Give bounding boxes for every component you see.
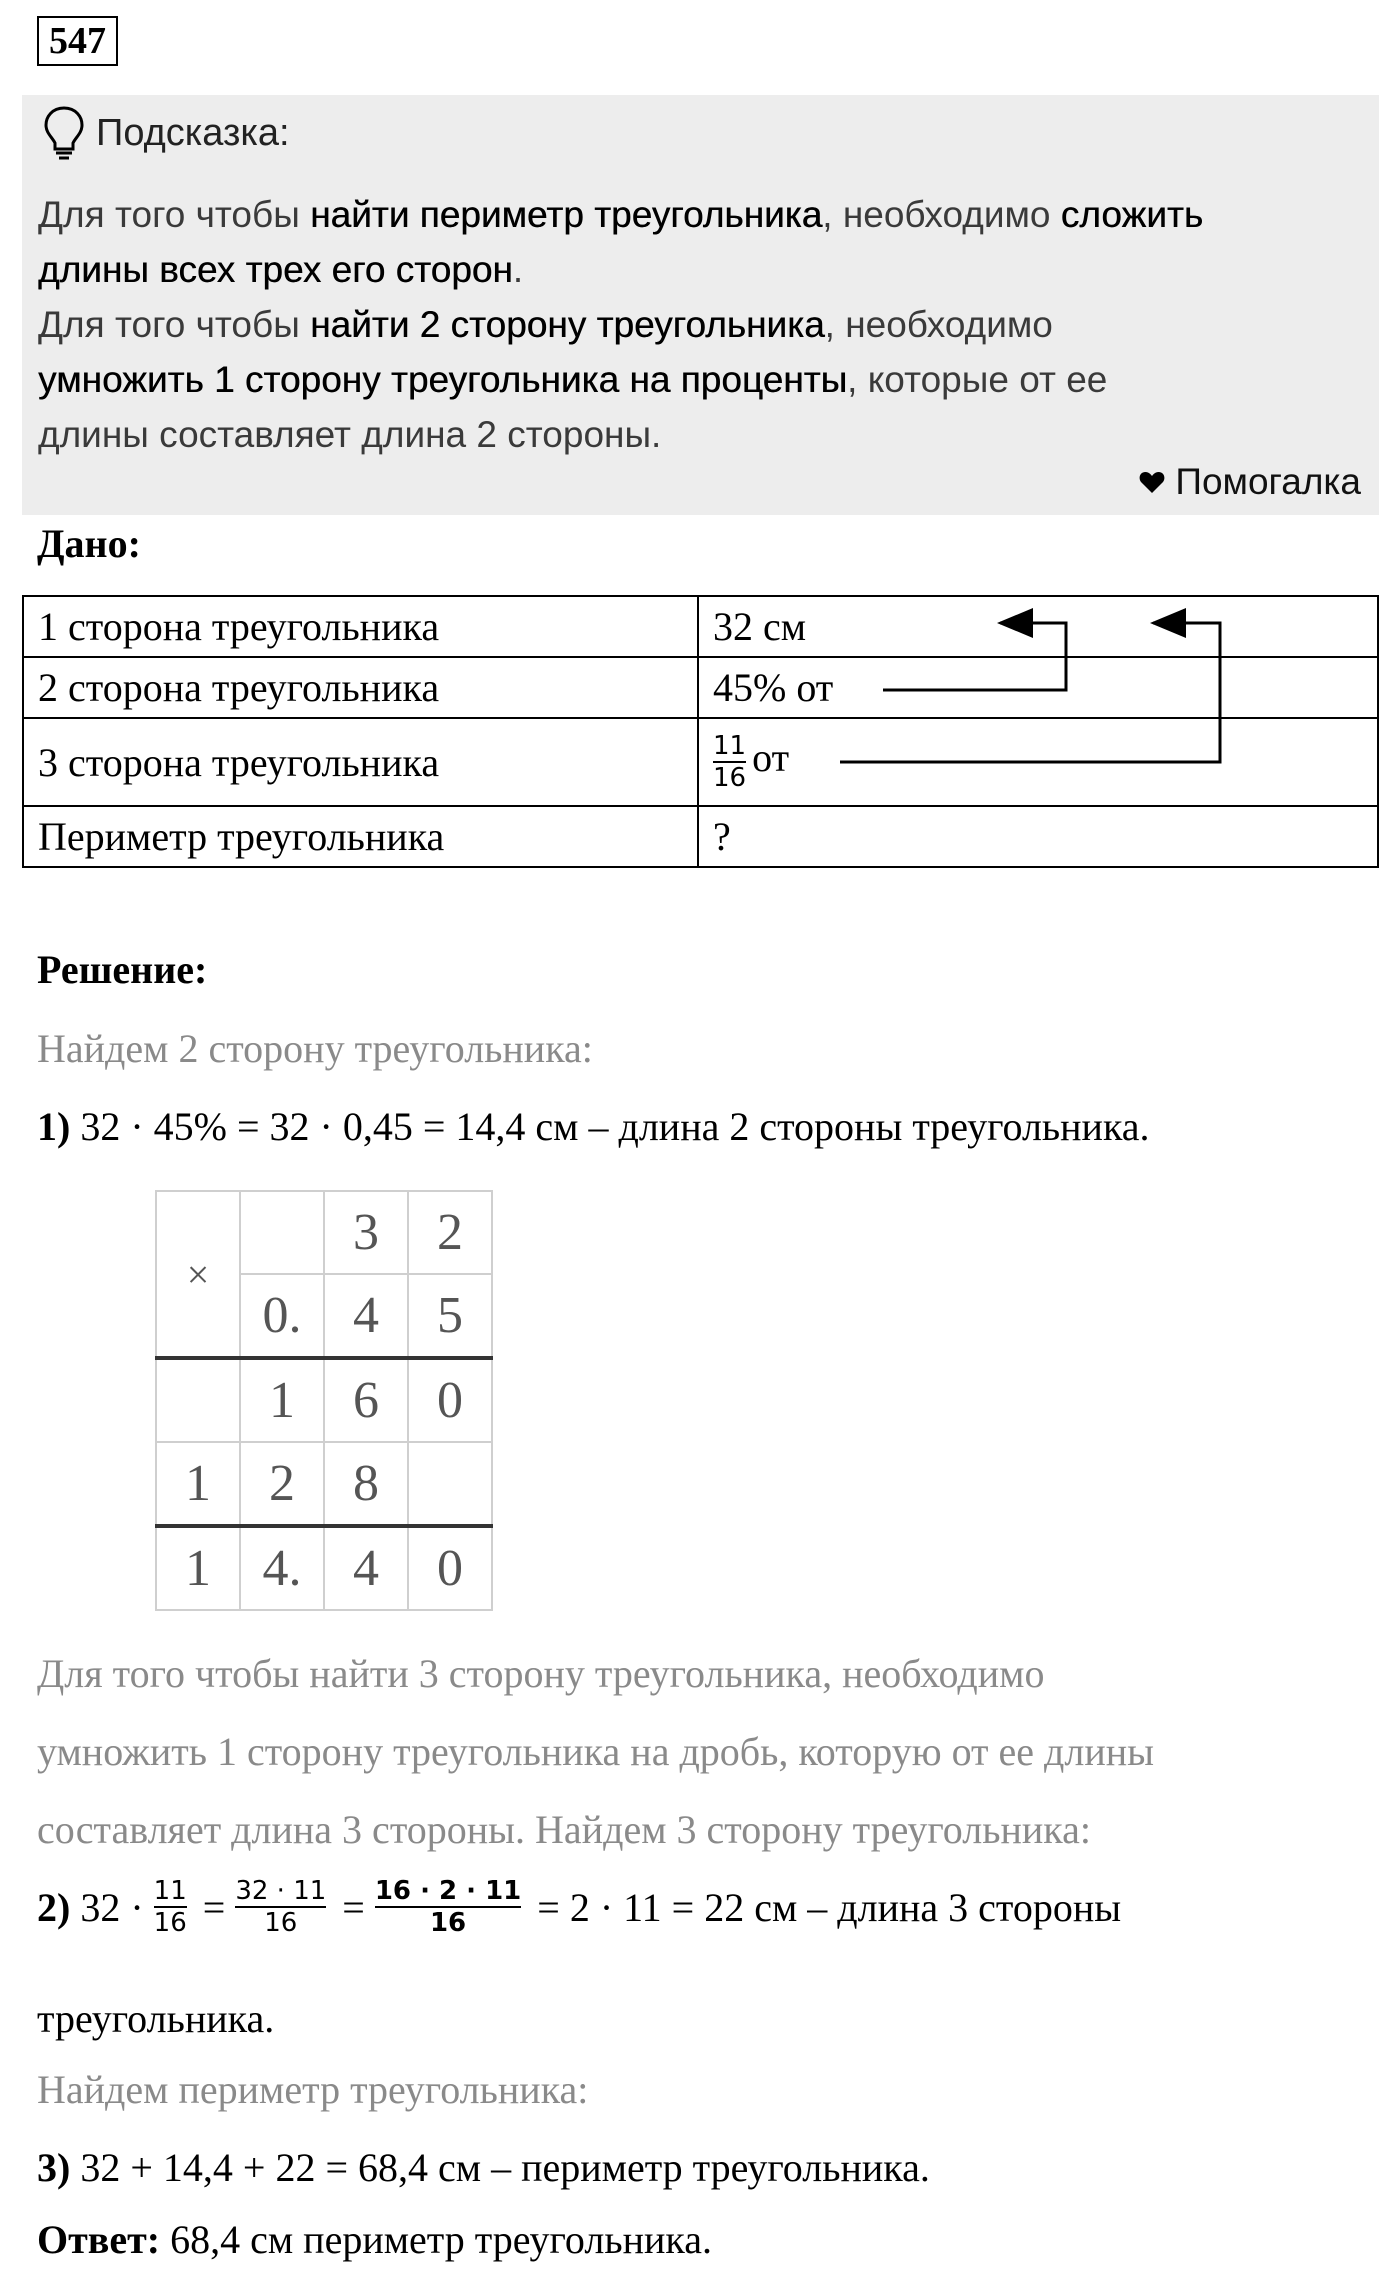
given-value: 45% от [698, 657, 1378, 718]
hint-line-2: длины всех трех его сторон. [38, 249, 524, 290]
cell [408, 1442, 492, 1526]
brand-label: Помогалка [1139, 461, 1361, 503]
table-row [23, 718, 1378, 806]
table-row [156, 1526, 492, 1610]
fraction: $\frac{32 \cdot 11}{16}$ [235, 1876, 327, 1938]
cell: 2 [240, 1442, 324, 1526]
step1-intro: Найдем 2 сторону треугольника: [37, 1026, 593, 1071]
cell [240, 1191, 324, 1274]
fraction: $\frac{11}{16}$ [153, 1876, 187, 1938]
step2-intro-2: умножить 1 сторону треугольника на дробь, которую от ее длины [37, 1729, 1155, 1774]
step3-intro: Найдем периметр треугольника: [37, 2067, 589, 2112]
hint-line-5: длины составляет длина 2 стороны. [38, 414, 662, 455]
hint-line-1: Для того чтобы найти периметр треугольника, необходимо сложить [38, 194, 1204, 235]
cell: 1 [240, 1358, 324, 1442]
given-table [22, 595, 1379, 868]
cell: 5 [408, 1274, 492, 1358]
step1: 1) 32 · 45% = 32 · 0,45 = 14,4 см – длина 2 стороны треугольника. [37, 1104, 1150, 1149]
cell: 1 [156, 1526, 240, 1610]
heart-icon [1139, 470, 1165, 494]
fraction: $\frac{16 \cdot 2 \cdot 11}{16}$ [374, 1876, 522, 1938]
step2-intro-3: составляет длина 3 стороны. Найдем 3 сторону треугольника: [37, 1807, 1091, 1852]
table-row [23, 806, 1378, 867]
task-number: 547 [37, 16, 118, 66]
answer: Ответ: 68,4 см периметр треугольника. [37, 2217, 712, 2262]
cell: 3 [324, 1191, 408, 1274]
table-row [156, 1358, 492, 1442]
given-label: 3 сторона треугольника [23, 718, 698, 806]
fraction: $\frac{11}{16}$ [713, 731, 747, 793]
step3: 3) 32 + 14,4 + 22 = 68,4 см – периметр треугольника. [37, 2145, 930, 2190]
given-value: $\frac{11}{16}$ от [698, 718, 1378, 806]
table-row [156, 1191, 492, 1274]
cell: 2 [408, 1191, 492, 1274]
table-row [23, 657, 1378, 718]
solution-title: Решение: [37, 947, 208, 992]
cell: 4 [324, 1526, 408, 1610]
table-row [156, 1442, 492, 1526]
given-label: 2 сторона треугольника [23, 657, 698, 718]
step2-intro-1: Для того чтобы найти 3 сторону треугольника, необходимо [37, 1651, 1045, 1696]
given-value: ? [698, 806, 1378, 867]
cell: 6 [324, 1358, 408, 1442]
cell [156, 1358, 240, 1442]
table-row [23, 596, 1378, 657]
hint-box [22, 95, 1379, 515]
hint-line-4: умножить 1 сторону треугольника на проценты, которые от ее [38, 359, 1108, 400]
given-label: 1 сторона треугольника [23, 596, 698, 657]
cell: 1 [156, 1442, 240, 1526]
cell: 0. [240, 1274, 324, 1358]
hint-header [42, 105, 290, 161]
given-value: 32 см [698, 596, 1378, 657]
cell: 8 [324, 1442, 408, 1526]
multiplication-table [155, 1190, 493, 1611]
given-title: Дано: [37, 521, 141, 566]
given-label: Периметр треугольника [23, 806, 698, 867]
step2: 2) 32 · $\frac{11}{16}$ = $\frac{32 \cdot 11}{16}$ = $\frac{16 \cdot 2 \cdot 11}{16}$ = 2 · 11 = 22 см – длина 3 стороны [37, 1876, 1122, 1938]
cell: 0 [408, 1358, 492, 1442]
hint-title: Подсказка: [96, 111, 290, 154]
cell: 0 [408, 1526, 492, 1610]
times-sign: × [156, 1191, 240, 1358]
cell: 4. [240, 1526, 324, 1610]
step2-continuation: треугольника. [37, 1996, 275, 2041]
lightbulb-icon [42, 105, 86, 161]
hint-line-3: Для того чтобы найти 2 сторону треугольника, необходимо [38, 304, 1053, 345]
cell: 4 [324, 1274, 408, 1358]
